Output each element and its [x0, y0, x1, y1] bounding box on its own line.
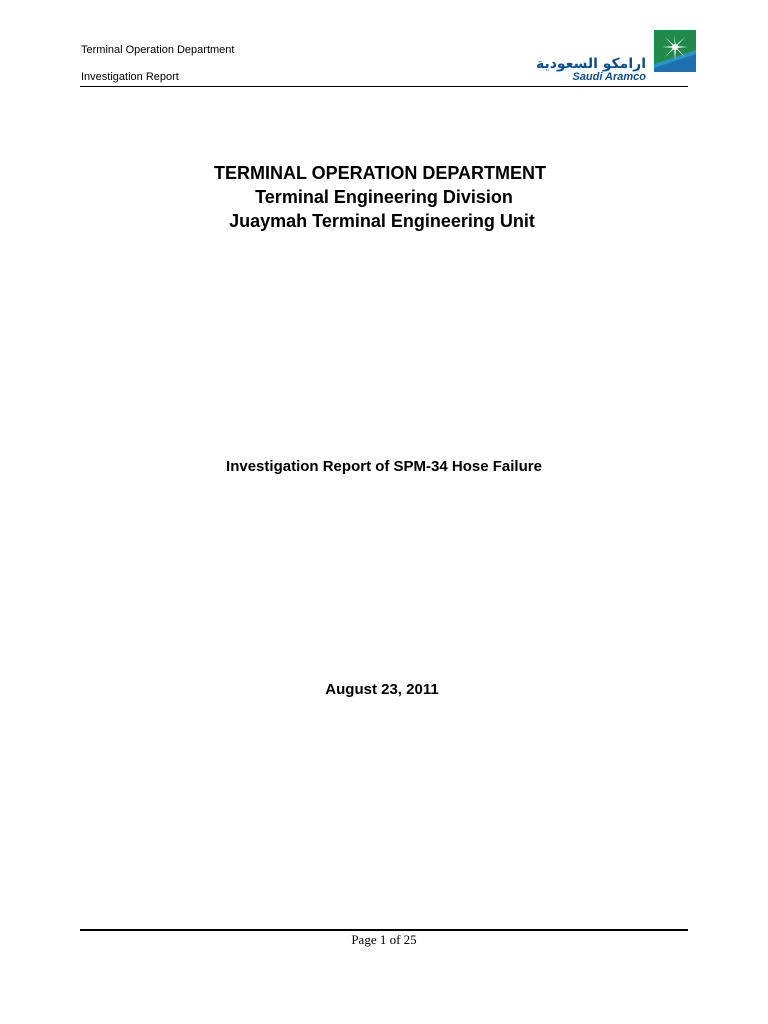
logo-english-text: Saudi Aramco	[572, 71, 646, 83]
footer-rule	[80, 929, 688, 931]
report-title: Investigation Report of SPM-34 Hose Failure	[226, 458, 542, 475]
title-division: Terminal Engineering Division	[255, 187, 513, 207]
title-block	[0, 161, 768, 233]
header-rule	[80, 86, 688, 87]
saudi-aramco-star-icon	[654, 30, 696, 72]
header-department: Terminal Operation Department	[81, 44, 235, 56]
logo-arabic-text: ارامكو السعودية	[535, 56, 646, 72]
page-number: Page 1 of 25	[351, 932, 417, 947]
title-department: TERMINAL OPERATION DEPARTMENT	[214, 163, 546, 183]
header-doc-type: Investigation Report	[81, 71, 179, 83]
company-logo	[535, 30, 696, 86]
title-unit: Juaymah Terminal Engineering Unit	[229, 211, 535, 231]
report-date: August 23, 2011	[325, 681, 439, 698]
